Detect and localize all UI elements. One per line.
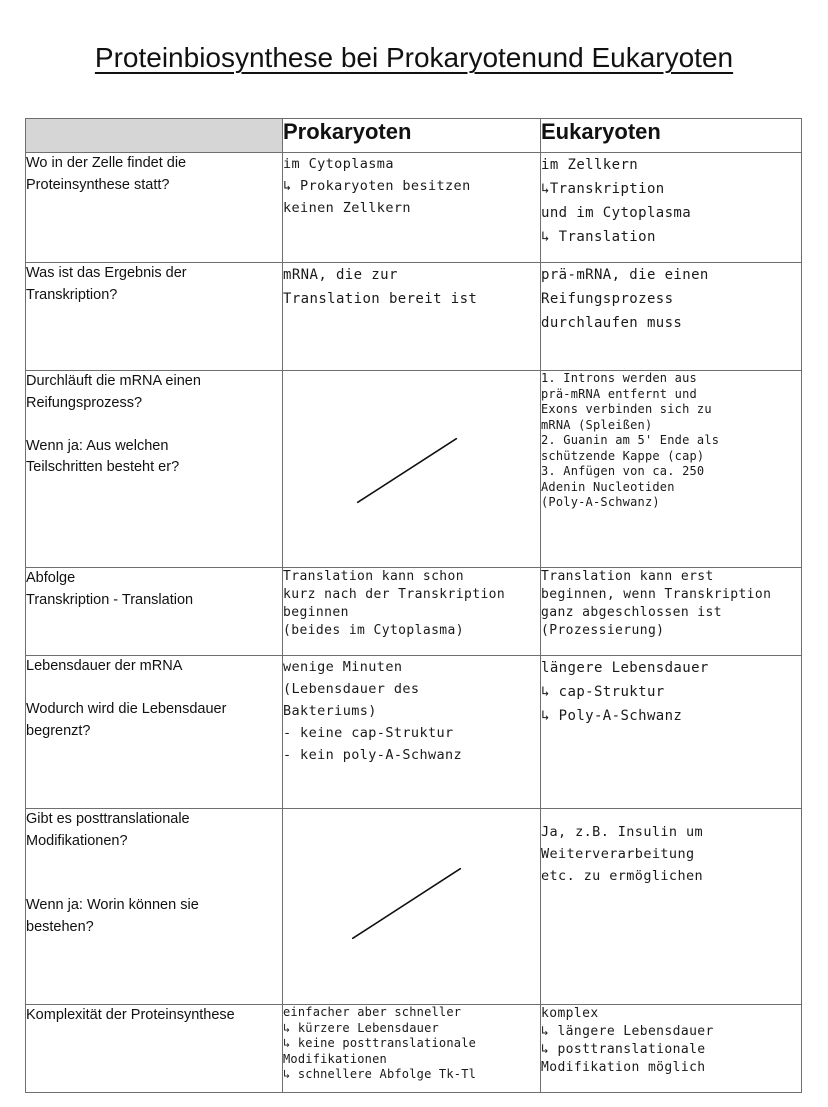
prokaryoten-answer: mRNA, die zur Translation bereit ist: [283, 263, 541, 371]
prokaryoten-answer: Translation kann schon kurz nach der Transkription beginnen (beides im Cytoplasma): [283, 568, 541, 656]
eukaryoten-answer: Ja, z.B. Insulin um Weiterverarbeitung etc. zu ermöglichen: [541, 809, 802, 1005]
question-cell: Gibt es posttranslationale Modifikationen? Wenn ja: Worin können sie bestehen?: [26, 809, 283, 1005]
header-eukaryoten: Eukaryoten: [541, 119, 802, 153]
prokaryoten-not-applicable: [283, 371, 541, 568]
table-row: [26, 656, 802, 809]
eukaryoten-answer: 1. Introns werden aus prä-mRNA entfernt und Exons verbinden sich zu mRNA (Spleißen) 2. Guanin am 5' Ende als schützende Kappe (cap) 3. Anfügen von ca. 250 Adenin Nucleotiden (Poly-A-Schwanz): [541, 371, 802, 568]
prokaryoten-answer: wenige Minuten (Lebensdauer des Bakteriums) - keine cap-Struktur - kein poly-A-Schwanz: [283, 656, 541, 809]
prokaryoten-not-applicable: [283, 809, 541, 1005]
table-row: [26, 809, 802, 1005]
eukaryoten-answer: komplex ↳ längere Lebensdauer ↳ posttranslationale Modifikation möglich: [541, 1005, 802, 1093]
table-row: [26, 263, 802, 371]
eukaryoten-answer: prä-mRNA, die einen Reifungsprozess durchlaufen muss: [541, 263, 802, 371]
question-cell: Durchläuft die mRNA einen Reifungsprozess? Wenn ja: Aus welchen Teilschritten besteht er?: [26, 371, 283, 568]
question-cell: Komplexität der Proteinsynthese: [26, 1005, 283, 1093]
question-cell: Lebensdauer der mRNA Wodurch wird die Lebensdauer begrenzt?: [26, 656, 283, 809]
prokaryoten-answer: einfacher aber schneller ↳ kürzere Lebensdauer ↳ keine posttranslationale Modifikationen ↳ schnellere Abfolge Tk-Tl: [283, 1005, 541, 1093]
prokaryoten-answer: im Cytoplasma ↳ Prokaryoten besitzen keinen Zellkern: [283, 153, 541, 263]
eukaryoten-answer: längere Lebensdauer ↳ cap-Struktur ↳ Poly-A-Schwanz: [541, 656, 802, 809]
question-cell: Was ist das Ergebnis der Transkription?: [26, 263, 283, 371]
question-cell: Abfolge Transkription - Translation: [26, 568, 283, 656]
table-row: [26, 1005, 802, 1093]
eukaryoten-answer: Translation kann erst beginnen, wenn Transkription ganz abgeschlossen ist (Prozessierung): [541, 568, 802, 656]
table-row: [26, 153, 802, 263]
page-title: Proteinbiosynthese bei Prokaryotenund Eukaryoten: [94, 42, 734, 73]
table-row: [26, 568, 802, 656]
eukaryoten-answer: im Zellkern ↳Transkription und im Cytoplasma ↳ Translation: [541, 153, 802, 263]
header-row: [26, 119, 802, 153]
comparison-table: [25, 118, 802, 1093]
header-empty-cell: [26, 119, 283, 153]
strike-line-icon: [283, 371, 540, 567]
table-row: [26, 371, 802, 568]
question-cell: Wo in der Zelle findet die Proteinsynthese statt?: [26, 153, 283, 263]
header-prokaryoten: Prokaryoten: [283, 119, 541, 153]
strike-line-icon: [283, 809, 540, 1004]
